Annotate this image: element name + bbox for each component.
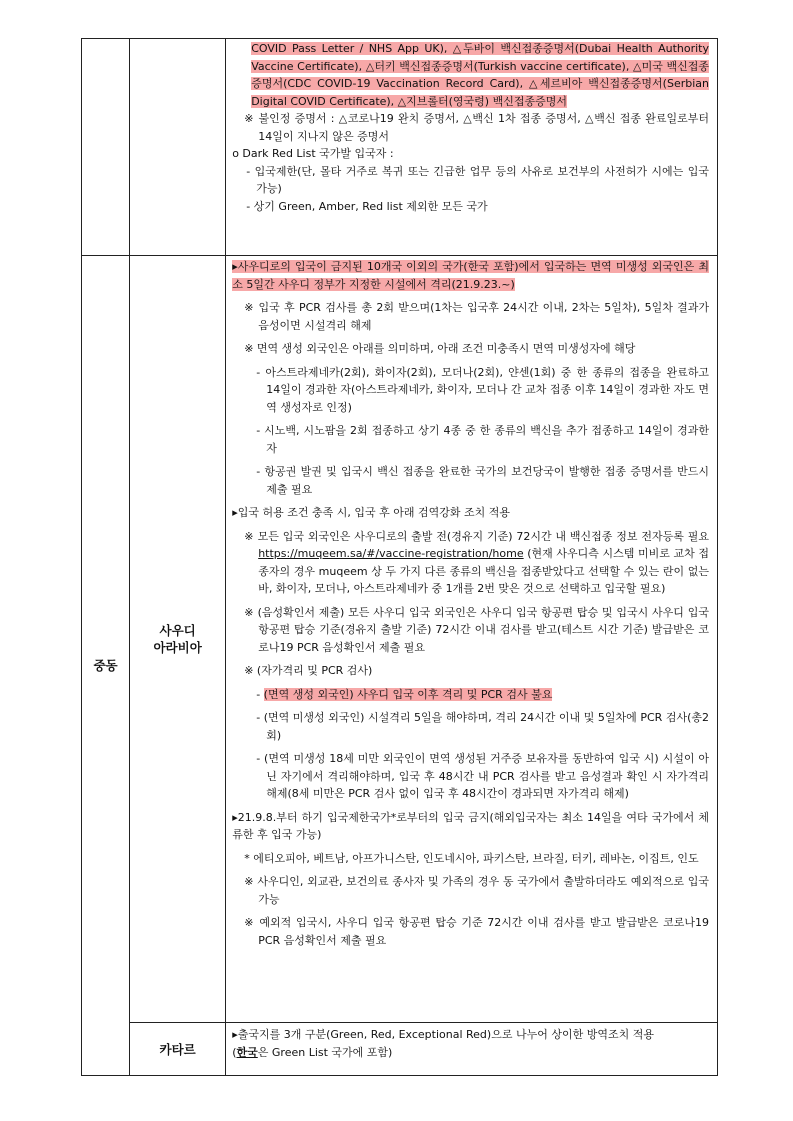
region-label: 중동 [82, 256, 130, 1076]
note-paragraph: ※ 면역 생성 외국인은 아래를 의미하며, 아래 조건 미충족시 면역 미생성자에 해당 [244, 342, 636, 355]
country-label-saudi [130, 256, 226, 1023]
region-cell-empty [82, 39, 130, 256]
country-name-line: 사우디 [159, 623, 196, 638]
footnote: * 에티오피아, 베트남, 아프가니스탄, 인도네시아, 파키스탄, 브라질, 터키, 레바논, 이집트, 인도 [244, 851, 699, 865]
note-paragraph: ※ (음성확인서 제출) 모든 사우디 입국 외국인은 사우디 입국 항공편 탑승 및 입국시 사우디 입국 항공편 탑승 기준(경유지 출발 기준) 72시간 이내 검사를 받고(테스트 시간 기준) 발급받은 코로나19 PCR 음성확인서 제출 필요 [244, 605, 709, 654]
bullet-paragraph: ▸21.9.8.부터 하기 입국제한국가*로부터의 입국 금지(해외입국자는 최소 14일을 여타 국가에서 체류한 후 입국 가능) [232, 810, 709, 841]
note-paragraph: ※ 예외적 입국시, 사우디 입국 항공편 탑승 기준 72시간 이내 검사를 받고 발급받은 코로나19 PCR 음성확인서 제출 필요 [244, 916, 709, 947]
qatar-note: (한국은 Green List 국가에 포함) [232, 1045, 393, 1059]
note-paragraph: ※ 사우디인, 외교관, 보건의료 종사자 및 가족의 경우 동 국가에서 출발하더라도 예외적으로 입국 가능 [244, 875, 709, 906]
country-label-qatar: 카타르 [130, 1023, 226, 1076]
table-row [82, 256, 718, 1023]
list-item: - (면역 미생성 외국인) 시설격리 5일을 해야하며, 격리 24시간 이내 및 5일차에 PCR 검사(총2회) [256, 711, 709, 742]
note-paragraph: ※ (자가격리 및 PCR 검사) [244, 664, 373, 677]
qatar-content [226, 1023, 718, 1076]
table-row [82, 1023, 718, 1076]
list-item: - (면역 생성 외국인) 사우디 입국 이후 격리 및 PCR 검사 불요 [256, 687, 553, 701]
bullet-paragraph: ▸출국지를 3개 구분(Green, Red, Exceptional Red)으로 나누어 상이한 방역조치 적용 [232, 1028, 654, 1041]
note-paragraph: ※ 모든 입국 외국인은 사우디로의 출발 전(경유지 기준) 72시간 내 백신접종 정보 전자등록 필요 https://muqeem.sa/#/vaccine-registration/home (현재 사우디측 시스템 미비로 교차 접종자의 경우 muqeem 상 두 가지 다른 종류의 백신을 접종받았다고 선택할 수 있는 란이 없는 바, 화이자, 모더나, 아스트라제네카 중 1개를 2번 맞은 것으로 선택하고 입국할 필요) [244, 529, 709, 595]
dark-red-item: - 입국제한(단, 몰타 거주로 복귀 또는 긴급한 업무 등의 사유로 보건부의 사전허가 시에는 입국 가능) [246, 164, 709, 195]
quarantine-table [81, 38, 718, 1076]
dark-red-item: - 상기 Green, Amber, Red list 제외한 모든 국가 [246, 199, 488, 213]
prev-country-content [226, 39, 718, 256]
list-item: - 아스트라제네카(2회), 화이자(2회), 모더나(2회), 얀센(1회) 중 한 종류의 접종을 완료하고 14일이 경과한 자(아스트라제네카, 화이자, 모더나 간 교차 접종 이후 14일이 경과한 자도 면역 생성자로 인정) [256, 365, 709, 414]
certificate-list: COVID Pass Letter / NHS App UK), △두바이 백신접종증명서(Dubai Health Authority Vaccine Certificate), △터키 백신접종증명서(Turkish vaccine certificate), △미국 백신접종증명서(CDC COVID-19 Vaccination Record Card), △세르비아 백신접종증명서(Serbian Digital COVID Certificate), △지브롤터(영국령) 백신접종증명서 [251, 42, 709, 108]
list-item: - (면역 미생성 18세 미만 외국인이 면역 생성된 거주증 보유자를 동반하여 입국 시) 시설이 아닌 자기에서 격리해야하며, 입국 후 48시간 내 PCR 검사를 받고 음성결과 확인 시 자가격리 해제(8세 미만은 PCR 검사 없이 입국 후 48시간이 경과되면 자가격리 해제) [256, 752, 709, 800]
dark-red-title: o Dark Red List 국가발 입국자 : [232, 147, 394, 160]
country-name-line: 아라비아 [153, 640, 202, 655]
saudi-content [226, 256, 718, 1023]
unaccepted-certificates: ※ 불인정 증명서 : △코로나19 완치 증명서, △백신 1차 접종 증명서, △백신 접종 완료일로부터 14일이 지나지 않은 증명서 [244, 112, 709, 143]
country-cell-empty [130, 39, 226, 256]
note-paragraph: ※ 입국 후 PCR 검사를 총 2회 받으며(1차는 입국후 24시간 이내, 2차는 5일차), 5일차 결과가 음성이면 시설격리 해제 [244, 301, 709, 332]
list-item: - 시노백, 시노팜을 2회 접종하고 상기 4종 중 한 종류의 백신을 추가 접종하고 14일이 경과한 자 [256, 424, 709, 455]
bullet-paragraph: ▸입국 허용 조건 충족 시, 입국 후 아래 검역강화 조치 적용 [232, 506, 510, 519]
list-item: - 항공권 발권 및 입국시 백신 접종을 완료한 국가의 보건당국이 발행한 접종 증명서를 반드시 제출 필요 [256, 465, 709, 496]
korea-emphasis: 한국 [236, 1045, 258, 1059]
saudi-main-rule: ▸사우디로의 입국이 금지된 10개국 이외의 국가(한국 포함)에서 입국하는 면역 미생성 외국인은 최소 5일간 사우디 정부가 지정한 시설에서 격리(21.9.23.~) [232, 260, 709, 291]
registration-link[interactable]: https://muqeem.sa/#/vaccine-registration/home [258, 547, 524, 560]
highlight-text: (면역 생성 외국인) 사우디 입국 이후 격리 및 PCR 검사 불요 [263, 687, 553, 701]
table-row [82, 39, 718, 256]
